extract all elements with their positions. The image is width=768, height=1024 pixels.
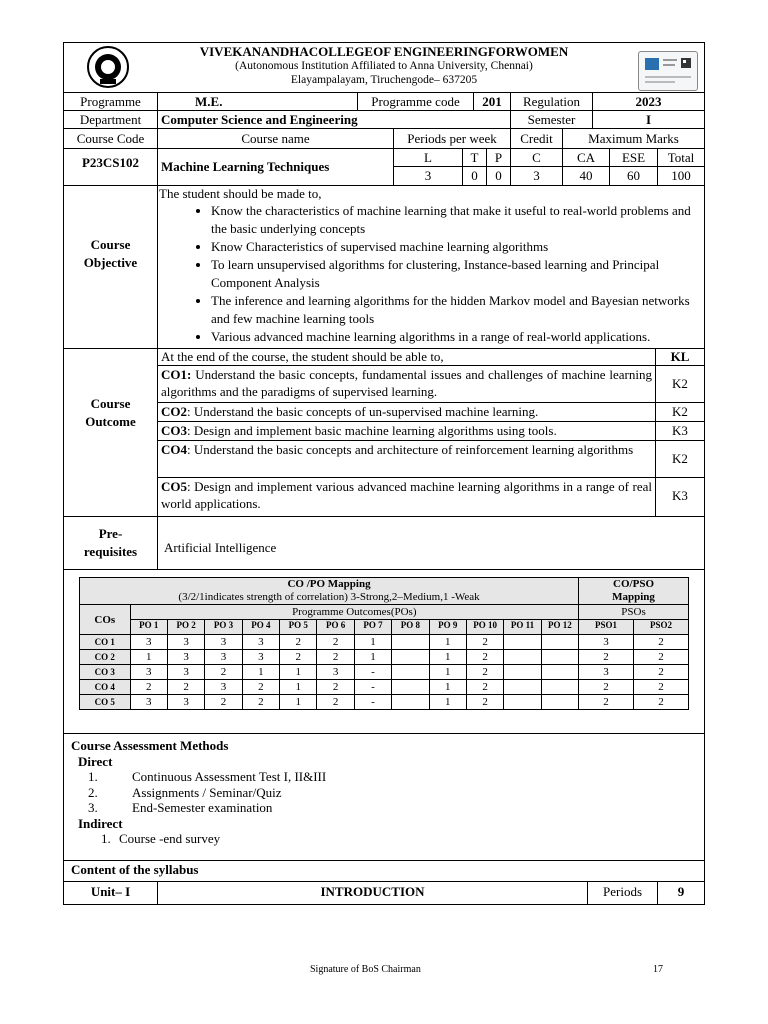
objective-item: • Know Characteristics of supervised machine learning algorithms <box>211 238 692 256</box>
objective-list <box>159 202 692 346</box>
po-value: 3 <box>242 635 279 650</box>
po-value: 3 <box>130 665 167 680</box>
co-label: CO 3 <box>80 665 131 680</box>
pso-value: 2 <box>579 680 634 695</box>
indirect-label: Indirect <box>78 815 123 831</box>
po-value: 3 <box>205 650 242 665</box>
po-header: PO 10 <box>466 620 503 635</box>
po-value: 2 <box>242 680 279 695</box>
prerequisites-row <box>64 517 704 570</box>
po-value: 3 <box>130 695 167 710</box>
po-value: - <box>354 680 391 695</box>
po-value: 3 <box>205 680 242 695</box>
po-header-row <box>80 620 689 635</box>
syllabus-document <box>63 42 705 905</box>
po-value <box>504 650 541 665</box>
total-label: Total <box>667 150 695 165</box>
po-header: PO 9 <box>429 620 466 635</box>
department-row <box>64 111 704 129</box>
item-num: 1. <box>88 769 98 784</box>
outcome-item <box>158 402 704 421</box>
direct-item <box>71 785 704 801</box>
po-value: 2 <box>317 650 354 665</box>
c-label: C <box>511 149 563 166</box>
pso-value: 2 <box>579 650 634 665</box>
po-value: 1 <box>354 635 391 650</box>
course-objective-row <box>64 186 704 349</box>
mapping-row <box>80 635 689 650</box>
po-header: PO 4 <box>242 620 279 635</box>
outcome-item <box>158 477 704 516</box>
co-code: CO3 <box>161 423 187 438</box>
po-value: 2 <box>205 695 242 710</box>
mapping-row <box>80 680 689 695</box>
co-kl: K2 <box>672 451 688 466</box>
co-code: CO4 <box>161 442 187 457</box>
mapping-row <box>80 695 689 710</box>
kl-header: KL <box>670 349 690 364</box>
pso-group-header: PSOs <box>579 605 689 620</box>
po-value: 2 <box>317 695 354 710</box>
po-value: 3 <box>167 650 204 665</box>
po-value: 3 <box>130 635 167 650</box>
po-header: PO 8 <box>392 620 429 635</box>
po-value: 3 <box>167 635 204 650</box>
direct-item <box>71 800 704 816</box>
pso-value: 2 <box>634 665 689 680</box>
co-text: : Understand the basic concepts of un-supervised machine learning. <box>187 404 539 419</box>
unit-title: INTRODUCTION <box>158 882 588 904</box>
po-value <box>392 695 429 710</box>
co-label: CO 5 <box>80 695 131 710</box>
syllabus-title: Content of the syllabus <box>64 861 704 882</box>
po-value: 2 <box>280 650 317 665</box>
regulation-label: Regulation <box>511 93 593 110</box>
pso-title-line2: Mapping <box>612 591 655 603</box>
po-value: 2 <box>466 695 503 710</box>
po-value <box>504 665 541 680</box>
po-header: PO 7 <box>354 620 391 635</box>
l-label: L <box>394 149 463 166</box>
c-value: 3 <box>511 167 563 185</box>
programme-code-label: Programme code <box>358 93 474 110</box>
po-value: 1 <box>429 650 466 665</box>
ese-label: ESE <box>610 149 658 166</box>
po-value: 2 <box>466 635 503 650</box>
objective-item: • Various advanced machine learning algorithms in a range of real-world applications. <box>211 328 692 346</box>
outcome-label-line1: Course <box>90 396 131 411</box>
co-kl: K2 <box>672 376 688 391</box>
ca-label: CA <box>563 149 610 166</box>
t-value: 0 <box>463 167 487 185</box>
po-value: 2 <box>205 665 242 680</box>
prereq-label <box>64 517 158 569</box>
outcome-intro: At the end of the course, the student should be able to, <box>158 349 656 365</box>
periods-label: Periods per week <box>394 129 511 148</box>
page-number: 17 <box>653 964 663 975</box>
course-outcome-row <box>64 349 704 517</box>
po-value: 3 <box>167 665 204 680</box>
co-text: Understand the basic concepts, fundamental issues and challenges of machine learning algorithms and the paradigms of supervised learning. <box>161 367 652 399</box>
po-header: PO 5 <box>280 620 317 635</box>
po-value <box>504 635 541 650</box>
mapping-title: CO /PO Mapping <box>287 578 371 590</box>
co-code: CO2 <box>161 404 187 419</box>
co-text: : Design and implement basic machine learning algorithms using tools. <box>187 423 557 438</box>
total-value: 100 <box>671 168 691 183</box>
po-value: 1 <box>429 665 466 680</box>
co-label: CO 4 <box>80 680 131 695</box>
po-header: PO 2 <box>167 620 204 635</box>
po-value <box>541 665 578 680</box>
cos-header: COs <box>80 605 131 635</box>
outcome-label-line2: Outcome <box>85 414 136 429</box>
po-value: 1 <box>242 665 279 680</box>
po-header: PO 11 <box>504 620 541 635</box>
outcome-item <box>158 421 704 440</box>
unit-periods-value: 9 <box>677 884 685 899</box>
direct-item <box>71 769 704 785</box>
ese-value: 60 <box>610 167 658 185</box>
po-value: 3 <box>242 650 279 665</box>
course-code-label: Course Code <box>64 129 158 148</box>
course-header-row <box>64 129 704 149</box>
po-value: 1 <box>354 650 391 665</box>
prereq-label-line2: requisites <box>83 544 138 559</box>
po-value: - <box>354 665 391 680</box>
assessment-section <box>64 734 704 861</box>
po-value: 1 <box>429 695 466 710</box>
pso-header: PSO2 <box>634 620 689 635</box>
item-text: Assignments / Seminar/Quiz <box>132 784 282 800</box>
po-value: 2 <box>466 680 503 695</box>
po-header: PO 3 <box>205 620 242 635</box>
mapping-row <box>80 665 689 680</box>
unit-label: Unit– I <box>64 882 158 904</box>
pso-header: PSO1 <box>579 620 634 635</box>
po-value: - <box>354 695 391 710</box>
semester-label: Semester <box>511 111 593 128</box>
co-po-mapping-section <box>64 570 704 734</box>
co-kl: K2 <box>672 404 688 419</box>
course-name-label: Course name <box>158 129 394 148</box>
pso-value: 3 <box>579 665 634 680</box>
po-value <box>504 680 541 695</box>
college-name: VIVEKANANDHACOLLEGEOF ENGINEERINGFORWOMEN <box>199 44 569 59</box>
college-address: Elayampalayam, Tiruchengode– 637205 <box>290 74 478 86</box>
mapping-subtitle: (3/2/1indicates strength of correlation) 3-Strong,2–Medium,1 -Weak <box>178 591 480 603</box>
mapping-body <box>80 635 689 710</box>
pso-value: 2 <box>634 680 689 695</box>
po-value: 1 <box>429 635 466 650</box>
pso-value: 2 <box>634 650 689 665</box>
po-value: 2 <box>242 695 279 710</box>
outcome-item <box>158 365 704 402</box>
objective-label-line2: Objective <box>83 255 138 270</box>
programme-value: M.E. <box>158 93 358 110</box>
co-label: CO 2 <box>80 650 131 665</box>
po-value: 1 <box>130 650 167 665</box>
po-value: 2 <box>130 680 167 695</box>
college-affiliation: (Autonomous Institution Affiliated to Anna University, Chennai) <box>235 60 533 72</box>
co-code: CO5 <box>161 479 187 494</box>
course-name-value: Machine Learning Techniques <box>158 149 394 185</box>
po-value: 2 <box>167 680 204 695</box>
course-values-row <box>64 149 704 186</box>
regulation-value: 2023 <box>635 94 662 109</box>
po-value: 2 <box>280 635 317 650</box>
po-value: 1 <box>280 680 317 695</box>
objective-item: • To learn unsupervised algorithms for clustering, Instance-based learning and Principal Component Analysis <box>211 256 692 292</box>
direct-label: Direct <box>78 753 113 769</box>
p-value: 0 <box>487 167 511 185</box>
po-header: PO 1 <box>130 620 167 635</box>
po-value <box>541 695 578 710</box>
po-header: PO 6 <box>317 620 354 635</box>
bos-signature: Signature of BoS Chairman <box>310 964 421 975</box>
prereq-label-line1: Pre- <box>98 526 123 541</box>
objective-label-line1: Course <box>90 237 131 252</box>
programme-label: Programme <box>64 93 158 110</box>
po-value <box>541 635 578 650</box>
l-value: 3 <box>394 167 463 185</box>
mapping-title-cell <box>80 578 579 605</box>
item-text: Course -end survey <box>119 831 221 846</box>
po-value: 2 <box>466 665 503 680</box>
assessment-title: Course Assessment Methods <box>71 738 229 753</box>
max-marks-label: Maximum Marks <box>588 131 679 146</box>
co-label: CO 1 <box>80 635 131 650</box>
objective-item: • The inference and learning algorithms for the hidden Markov model and Bayesian networks and few machine learning tools <box>211 292 692 328</box>
pso-value: 2 <box>634 695 689 710</box>
department-label: Department <box>64 111 158 128</box>
unit-row <box>64 882 704 905</box>
co-kl: K3 <box>672 488 688 503</box>
po-header: PO 12 <box>541 620 578 635</box>
unit-periods-label: Periods <box>588 882 658 904</box>
po-value: 1 <box>429 680 466 695</box>
item-text: Continuous Assessment Test I, II&III <box>132 769 327 784</box>
p-label: P <box>487 149 511 166</box>
po-value: 2 <box>466 650 503 665</box>
po-value: 1 <box>280 695 317 710</box>
co-text: : Understand the basic concepts and architecture of reinforcement learning algorithms <box>187 442 634 457</box>
pso-value: 3 <box>579 635 634 650</box>
po-group-header: Programme Outcomes(POs) <box>130 605 579 620</box>
objective-label <box>64 186 158 348</box>
po-value <box>392 650 429 665</box>
credit-label: Credit <box>511 129 563 148</box>
semester-value: I <box>645 112 652 127</box>
mapping-row <box>80 650 689 665</box>
po-value <box>504 695 541 710</box>
objective-content <box>158 186 704 348</box>
item-text: End-Semester examination <box>132 800 273 815</box>
objective-intro: The student should be made to, <box>159 186 322 201</box>
po-value <box>541 650 578 665</box>
po-value <box>392 680 429 695</box>
po-value: 3 <box>167 695 204 710</box>
pso-title-line1: CO/PSO <box>613 578 654 590</box>
objective-item: • Know the characteristics of machine learning that make it useful to real-world problems and the basic underlying concepts <box>211 202 692 238</box>
certification-badge-icon <box>638 51 698 91</box>
co-po-mapping-table <box>79 577 689 710</box>
pso-title-cell <box>579 578 689 605</box>
outcome-label <box>64 349 158 516</box>
programme-row <box>64 93 704 111</box>
pso-value: 2 <box>634 635 689 650</box>
item-num: 3. <box>88 800 98 815</box>
item-num: 2. <box>88 784 98 800</box>
programme-code-value: 201 <box>474 93 511 110</box>
prereq-value: Artificial Intelligence <box>164 540 277 555</box>
co-code: CO1: <box>161 367 192 382</box>
pso-value: 2 <box>579 695 634 710</box>
item-num: 1. <box>101 831 111 846</box>
department-value: Computer Science and Engineering <box>158 111 511 128</box>
po-value <box>392 665 429 680</box>
t-label: T <box>463 149 487 166</box>
outcome-table <box>158 349 704 516</box>
po-value: 1 <box>280 665 317 680</box>
po-value: 3 <box>317 665 354 680</box>
po-value: 3 <box>205 635 242 650</box>
co-kl: K3 <box>672 423 688 438</box>
po-value <box>541 680 578 695</box>
indirect-item <box>71 831 704 847</box>
po-value <box>392 635 429 650</box>
ca-value: 40 <box>563 167 610 185</box>
college-header <box>64 43 704 93</box>
course-code-value: P23CS102 <box>64 149 158 185</box>
po-value: 2 <box>317 680 354 695</box>
outcome-item <box>158 440 704 477</box>
co-text: : Design and implement various advanced machine learning algorithms in a range of real world applications. <box>161 479 652 511</box>
po-value: 2 <box>317 635 354 650</box>
